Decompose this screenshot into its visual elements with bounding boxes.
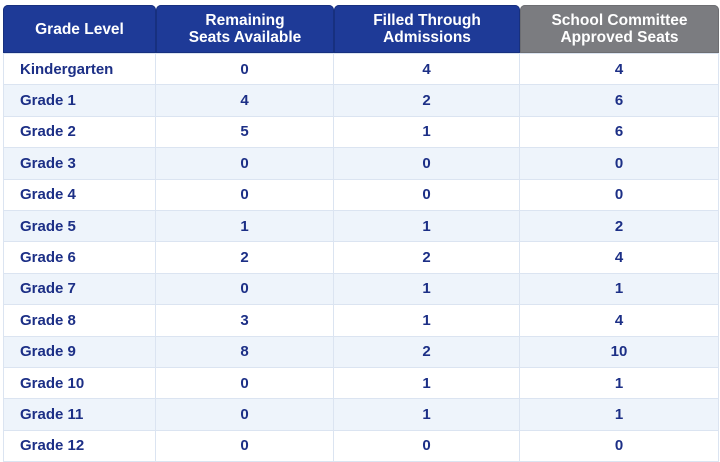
approved-cell: 1 <box>520 368 719 399</box>
approved-cell: 1 <box>520 399 719 430</box>
grade-cell: Grade 5 <box>3 211 156 242</box>
filled-cell: 1 <box>334 117 520 148</box>
approved-cell: 4 <box>520 242 719 273</box>
grade-cell: Grade 11 <box>3 399 156 430</box>
header-remaining-line2: Seats Available <box>188 29 302 46</box>
table-row <box>3 85 719 116</box>
remaining-cell: 0 <box>156 399 334 430</box>
table-row <box>3 368 719 399</box>
grade-cell: Grade 6 <box>3 242 156 273</box>
remaining-cell: 1 <box>156 211 334 242</box>
remaining-cell: 0 <box>156 53 334 85</box>
filled-cell: 1 <box>334 211 520 242</box>
header-committee-line2: Approved Seats <box>560 29 679 46</box>
filled-cell: 0 <box>334 180 520 211</box>
grade-cell: Grade 9 <box>3 337 156 368</box>
header-grade-level-text: Grade Level <box>35 20 124 38</box>
approved-cell: 4 <box>520 53 719 85</box>
table-row <box>3 211 719 242</box>
header-filled-line2: Admissions <box>383 29 471 46</box>
filled-cell: 1 <box>334 274 520 305</box>
filled-cell: 1 <box>334 305 520 336</box>
header-filled-line1: Filled Through <box>373 12 481 29</box>
grade-cell: Grade 12 <box>3 431 156 462</box>
grade-cell: Grade 7 <box>3 274 156 305</box>
approved-cell: 10 <box>520 337 719 368</box>
grade-cell: Grade 2 <box>3 117 156 148</box>
remaining-cell: 0 <box>156 274 334 305</box>
header-remaining-line1: Remaining <box>205 12 285 29</box>
filled-cell: 1 <box>334 399 520 430</box>
table-row <box>3 431 719 462</box>
remaining-cell: 4 <box>156 85 334 116</box>
header-committee-approved <box>520 5 719 53</box>
header-committee-line1: School Committee <box>551 12 688 29</box>
filled-cell: 0 <box>334 431 520 462</box>
table-row <box>3 242 719 273</box>
grade-cell: Grade 4 <box>3 180 156 211</box>
approved-cell: 0 <box>520 431 719 462</box>
approved-cell: 6 <box>520 85 719 116</box>
grade-cell: Grade 8 <box>3 305 156 336</box>
filled-cell: 2 <box>334 337 520 368</box>
header-filled-admissions <box>334 5 520 53</box>
remaining-cell: 2 <box>156 242 334 273</box>
table-row <box>3 117 719 148</box>
filled-cell: 4 <box>334 53 520 85</box>
filled-cell: 1 <box>334 368 520 399</box>
table-row <box>3 337 719 368</box>
table-row <box>3 53 719 85</box>
remaining-cell: 8 <box>156 337 334 368</box>
filled-cell: 2 <box>334 242 520 273</box>
header-grade-level <box>3 5 156 53</box>
remaining-cell: 0 <box>156 180 334 211</box>
grade-cell: Grade 1 <box>3 85 156 116</box>
approved-cell: 0 <box>520 180 719 211</box>
approved-cell: 1 <box>520 274 719 305</box>
grade-cell: Kindergarten <box>3 53 156 85</box>
remaining-cell: 0 <box>156 148 334 179</box>
table-row <box>3 148 719 179</box>
seats-table <box>3 5 719 462</box>
remaining-cell: 5 <box>156 117 334 148</box>
filled-cell: 0 <box>334 148 520 179</box>
table-row <box>3 305 719 336</box>
grade-cell: Grade 10 <box>3 368 156 399</box>
header-remaining-seats <box>156 5 334 53</box>
remaining-cell: 3 <box>156 305 334 336</box>
approved-cell: 0 <box>520 148 719 179</box>
table-row <box>3 399 719 430</box>
remaining-cell: 0 <box>156 431 334 462</box>
approved-cell: 6 <box>520 117 719 148</box>
grade-cell: Grade 3 <box>3 148 156 179</box>
header-row <box>3 5 719 53</box>
table-row <box>3 180 719 211</box>
approved-cell: 4 <box>520 305 719 336</box>
approved-cell: 2 <box>520 211 719 242</box>
remaining-cell: 0 <box>156 368 334 399</box>
table-row <box>3 274 719 305</box>
filled-cell: 2 <box>334 85 520 116</box>
